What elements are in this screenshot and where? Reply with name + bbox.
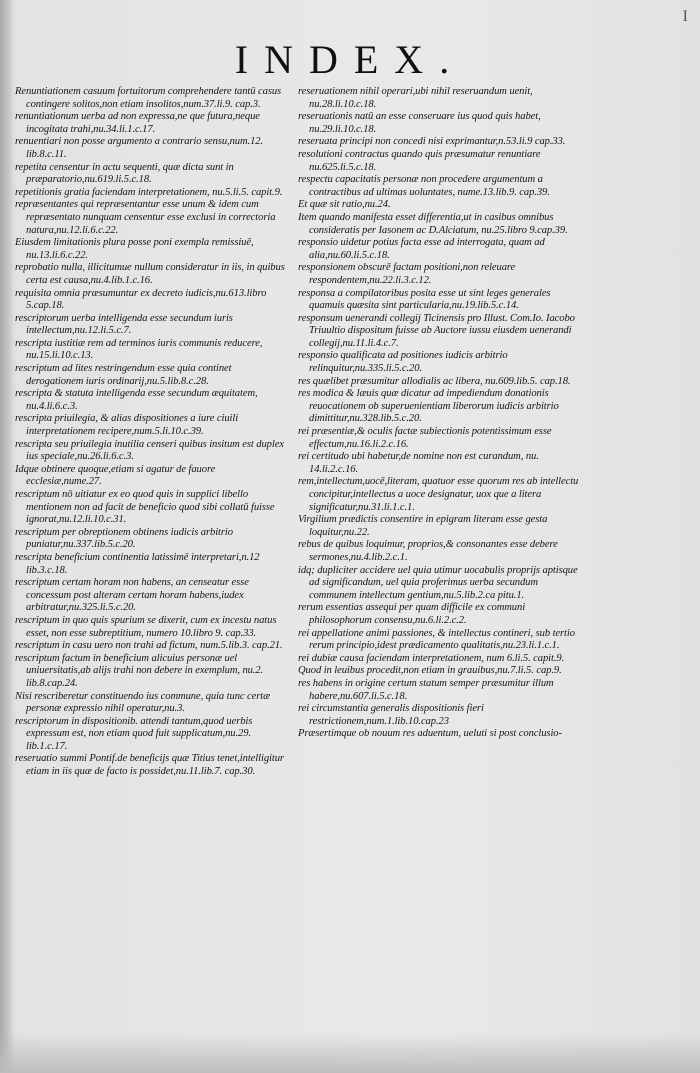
index-entry: Nisi rescriberetur constituendo ius commune, quia tunc certæ personæ expressio nihil operatur,nu.3. <box>15 690 271 715</box>
index-entry: rescripta iustitiæ rem ad terminos iuris communis reducere, nu.15.li.10.c.13. <box>15 337 263 362</box>
index-entry: Renuntiationem casuum fortuitorum comprehendere tantū casus contingere solitos,non etiam insolitos,num.37.li.9. cap.3. <box>15 86 282 110</box>
index-entry: Item quando manifesta esset differentia,ut in casibus omnibus consideratis per Iasonem ac D.Alciatum, nu.25.libro 9.cap.39. <box>298 211 568 236</box>
index-entry: requisita omnia præsumuntur ex decreto iudicis,nu.613.libro 5.cap.18. <box>15 287 267 312</box>
index-entry: resolutioni contractus quando quis præsumatur renuntiare nu.625.li.5.c.18. <box>298 148 541 173</box>
corner-mark: I <box>682 8 688 25</box>
left-column <box>15 86 290 779</box>
index-entry: rescriptum nō uitiatur ex eo quod quis in supplici libello mentionem non ad facit de beneficio quod sibi collatū fuisse ignorat,nu.12.li.10.c.31. <box>15 489 275 526</box>
index-entry: rerum essentias assequi per quam difficile ex communi philosophorum consensu,nu.6.li.2.c.2. <box>298 602 526 626</box>
index-entry: Idque obtinere quoque,etiam si agatur de fauore ecclesiæ,nume.27. <box>15 463 216 488</box>
index-entry: rescriptum per obreptionem obtinens iudicis arbitrio puniatur,nu.337.lib.5.c.20. <box>15 526 233 551</box>
index-entry: res modica & læuis quæ dicatur ad impediendum donationis reuocationem ob superuenientiam liberorum iudicis arbitrio dimittitur,nu.328.lib.5.c.20. <box>298 388 559 425</box>
index-entry: responsum uenerandi collegij Ticinensis pro Illust. Com.Io. Iacobo Triuultio dispositum fuisse ab Auctore iussu eiusdem uenerandi collegij,nu.11.li.4.c.7. <box>298 312 575 349</box>
bottom-shadow <box>0 1033 700 1073</box>
index-entry: responsio uidetur potius facta esse ad interrogata, quam ad alia,nu.60.li.5.c.18. <box>298 237 545 261</box>
index-entry: renuntiationum uerba ad non expressa,ne que futura,neque incogitata trahi,nu.34.li.1.c.17. <box>15 111 260 135</box>
index-entry: responsa a compilatoribus posita esse ut sint leges generales quamuis quæsita sint particularia,nu.19.lib.5.c.14. <box>298 287 551 312</box>
index-entry: Quod in leuibus procedit,non etiam in grauibus,nu.7.li.5. cap.9. <box>298 665 562 677</box>
index-entry: rebus de quibus loquimur, proprios,& consonantes esse debere sermones,nu.4.lib.2.c.1. <box>298 539 558 563</box>
index-entry: rescripta & statuta intelligenda esse secundum æquitatem, nu.4.li.6.c.3. <box>15 388 258 412</box>
index-entry: reseruationem nihil operari,ubi nihil reseruandum uenit, nu.28.li.10.c.18. <box>298 86 533 110</box>
index-entry: rem,intellectum,uocē,literam, quatuor esse quorum res ab intellectu concipitur,intellectus a uoce designatur, uox que a litera significatur,nu.31.li.1.c.1. <box>298 476 579 513</box>
index-entry: rei præsentiæ,& oculis factæ subiectionis potentissimum esse effectum,nu.16.li.2.c.16. <box>298 426 552 450</box>
index-entry: reseruatio summi Pontif.de beneficijs quæ Titius tenet,intelligitur etiam in iis quæ de facto is possidet,nu.11.lib.7. cap.30. <box>15 753 284 778</box>
index-entry: repræsentantes qui repræsentantur esse unum & idem cum repræsentato nunquam censentur esse exclusi in correctoria natura,nu.12.li.6.c.22. <box>15 199 276 236</box>
index-entry: rescriptorum in dispositionib. attendi tantum,quod uerbis expressum est, non etiam quod fuit supplicatum,nu.29. lib.1.c.17. <box>15 715 253 752</box>
index-entry: res quælibet præsumitur allodialis ac libera, nu.609.lib.5. cap.18. <box>298 375 571 387</box>
index-entry: repetitionis gratia faciendam interpretationem, nu.5.li.5. capit.9. <box>15 186 283 198</box>
index-entry: rescriptum ad lites restringendum esse quia continet derogationem iuris ordinarij,nu.5.lib.8.c.28. <box>15 363 232 387</box>
index-entry: Et quæ sit ratio,nu.24. <box>298 199 391 211</box>
page-title: INDEX. <box>234 37 466 82</box>
index-entry: renuentiari non posse argumento a contrario sensu,num.12. lib.8.c.11. <box>15 136 264 160</box>
index-entry: rescriptum certam horam non habens, an censeatur esse concessum post alteram certam horam habens,iudex arbitratur,nu.325.li.5.c.20. <box>15 577 249 614</box>
index-entry: rescriptum in quo quis spurium se dixerit, cum ex incestu natus esset, non esse subreptitium, numero 10.libro 9. cap.33. <box>15 614 277 639</box>
index-entry: res habens in origine certum statum semper præsumitur illum habere,nu.607.li.5.c.18. <box>298 677 554 702</box>
index-entry: repetita censentur in actu sequenti, quæ dicta sunt in præparatorio,nu.619.li.5.c.18. <box>15 161 234 186</box>
index-entry: rescriptorum uerba intelligenda esse secundum iuris intellectum,nu.12.li.5.c.7. <box>15 312 233 337</box>
index-entry: rescripta priuilegia, & alias dispositiones a iure ciuili interpretationem recipere,num.5.li.10.c.39. <box>15 413 239 438</box>
index-entry: rei dubiæ causa faciendam interpretationem, num 6.li.5. capit.9. <box>298 652 565 664</box>
index-entry: rei circumstantia generalis dispositionis fieri restrictionem,num.1.lib.10.cap.23 <box>298 703 484 727</box>
index-entry: rescriptum factum in beneficium alicuius personæ uel uniuersitatis,ab alijs trahi non debere in exemplum, nu.2. lib.8.cap.24. <box>15 652 264 689</box>
index-entry: Præsertimque ob nouum res aduentum, ueluti si post conclusio- <box>298 728 562 740</box>
index-entry: rei certitudo ubi habetur,de nomine non est curandum, nu. 14.li.2.c.16. <box>298 451 539 475</box>
index-entry: reseruata principi non concedi nisi exprimantur,n.53.li.9 cap.33. <box>298 136 566 148</box>
index-entry: reseruationis natū an esse conseruare ius quod quis habet, nu.29.li.10.c.18. <box>298 111 541 135</box>
binding-shadow <box>0 0 14 1073</box>
index-entry: responsio qualificata ad positiones iudicis arbitrio relinquitur,nu.335.li.5.c.20. <box>298 350 508 375</box>
index-entry: rei appellatione animi passiones, & intellectus contineri, sub tertio rerum principio,idest prædicamento qualitatis,nu.23.li.1.c.1. <box>298 627 575 652</box>
index-entry: idq; dupliciter accidere uel quia utimur uocabulis proprijs aptisque ad significandum, uel quia proferimus uerba secundum communem intellectum gentium,nu.5.lib.2.ca pitu.1. <box>298 564 578 601</box>
index-entry: rescripta seu priuilegia inutilia censeri quibus insitum est duplex ius speciale,nu.26.li.6.c.3. <box>15 438 284 463</box>
index-entry: Virgilium prædictis consentire in epigram literam esse gesta loquitur,nu.22. <box>298 514 548 538</box>
right-column <box>298 86 581 741</box>
index-entry: responsionem obscurē factam positioni,non releuare respondentem,nu.22.li.3.c.12. <box>298 262 516 286</box>
index-entry: rescriptum in casu uero non trahi ad fictum, num.5.lib.3. cap.21. <box>15 640 283 652</box>
index-entry: respectu capacitatis personæ non procedere argumentum a contractibus ad ultimas uoluntates, nume.13.lib.9. cap.39. <box>298 174 550 198</box>
index-entry: Eiusdem limitationis plura posse poni exempla remissiuē, nu.13.li.6.c.22. <box>15 237 254 261</box>
index-entry: reprobatio nulla, illicitumue nullum consideratur in iis, in quibus certa est causa,nu.4.lib.1.c.16. <box>15 262 285 286</box>
index-entry: rescripta beneficium continentia latissimē interpretari,n.12 lib.3.c.18. <box>15 551 260 576</box>
